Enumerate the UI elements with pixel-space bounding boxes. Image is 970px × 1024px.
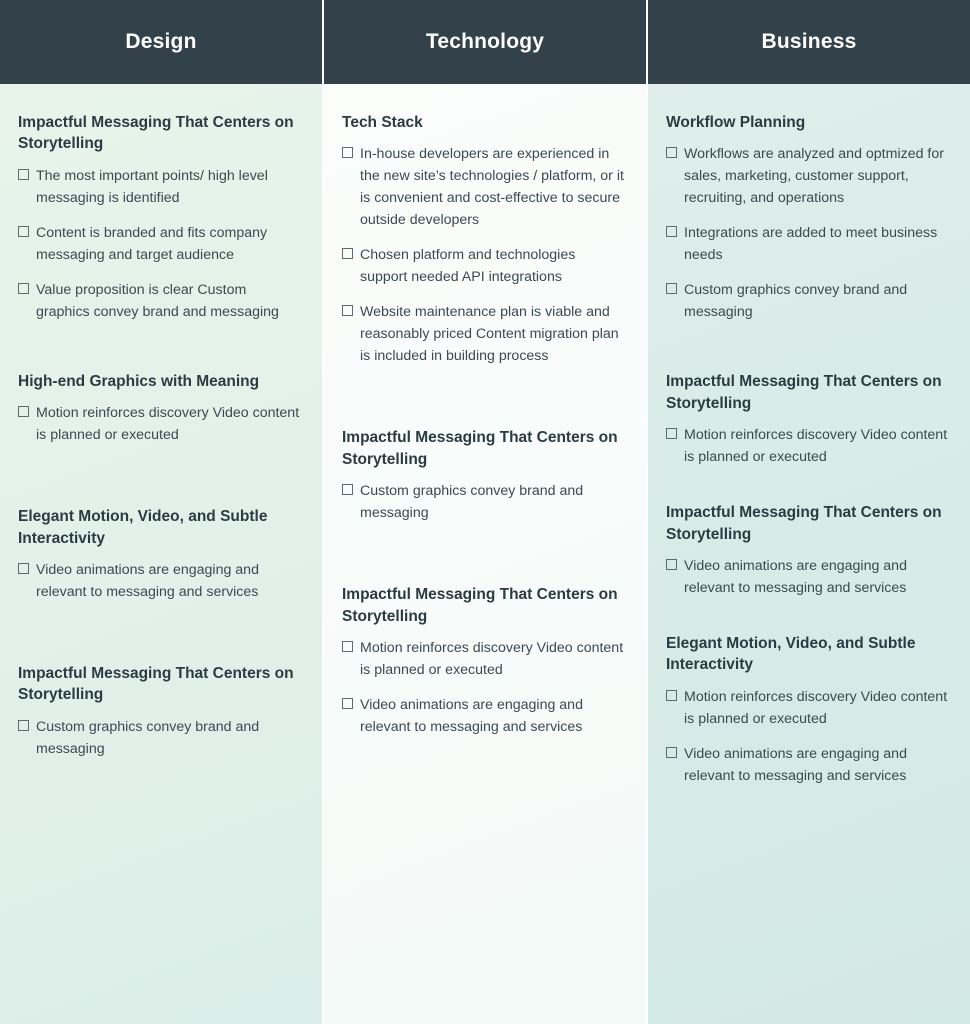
section-title: Impactful Messaging That Centers on Storytelling xyxy=(18,114,294,153)
header-cell-design xyxy=(0,0,322,84)
checkbox-icon[interactable] xyxy=(342,248,353,259)
column-business xyxy=(648,84,970,1024)
checkbox-icon[interactable] xyxy=(666,147,677,158)
section-design-1 xyxy=(18,371,302,446)
checklist-item[interactable] xyxy=(666,424,950,468)
checkbox-icon[interactable] xyxy=(666,747,677,758)
checklist-item-label: Motion reinforces discovery Video content is planned or executed xyxy=(36,405,300,444)
checklist-item[interactable] xyxy=(18,716,302,760)
checklist-item[interactable] xyxy=(18,402,302,446)
checklist-item[interactable] xyxy=(18,279,302,323)
section-technology-2 xyxy=(342,584,626,738)
header-label-technology: Technology xyxy=(425,30,545,53)
checklist-item-label: Motion reinforces discovery Video content is planned or executed xyxy=(360,639,624,678)
header-row xyxy=(0,0,970,84)
header-label-business: Business xyxy=(761,30,857,53)
checklist-item-label: Motion reinforces discovery Video content is planned or executed xyxy=(684,427,948,466)
section-business-3 xyxy=(666,633,950,787)
checkbox-icon[interactable] xyxy=(666,690,677,701)
checklist-item[interactable] xyxy=(342,637,626,681)
checklist-item[interactable] xyxy=(342,244,626,288)
checkbox-icon[interactable] xyxy=(342,698,353,709)
checklist-item[interactable] xyxy=(666,743,950,787)
section-business-1 xyxy=(666,371,950,468)
checklist-item[interactable] xyxy=(666,279,950,323)
checkbox-icon[interactable] xyxy=(342,305,353,316)
checklist-item-label: Video animations are engaging and relevant to messaging and services xyxy=(36,561,259,600)
checkbox-icon[interactable] xyxy=(666,226,677,237)
section-title: Impactful Messaging That Centers on Storytelling xyxy=(342,429,618,468)
checklist-item[interactable] xyxy=(342,480,626,524)
section-title: Impactful Messaging That Centers on Storytelling xyxy=(666,373,942,412)
section-title: Elegant Motion, Video, and Subtle Interactivity xyxy=(666,634,916,674)
checklist-item[interactable] xyxy=(666,143,950,209)
checklist-item[interactable] xyxy=(342,694,626,738)
checkbox-icon[interactable] xyxy=(342,147,353,158)
section-design-3 xyxy=(18,663,302,760)
checklist-item-label: Content is branded and fits company messaging and target audience xyxy=(36,224,268,263)
checklist-item[interactable] xyxy=(666,555,950,599)
checklist-item-label: Website maintenance plan is viable and reasonably priced Content migration plan is included in building process xyxy=(360,304,619,365)
checklist-item-label: Integrations are added to meet business needs xyxy=(684,225,938,264)
checklist-item-label: Value proposition is clear Custom graphics convey brand and messaging xyxy=(36,281,279,320)
section-title: Impactful Messaging That Centers on Storytelling xyxy=(18,664,294,704)
checklist-item[interactable] xyxy=(666,222,950,266)
checklist-item-label: The most important points/ high level messaging is identified xyxy=(36,167,268,206)
checkbox-icon[interactable] xyxy=(666,428,677,439)
checkbox-icon[interactable] xyxy=(666,559,677,570)
section-technology-1 xyxy=(342,427,626,524)
checklist-item-label: In-house developers are experienced in the new site’s technologies / platform, or it is convenient and cost-effective to secure outside developers xyxy=(360,146,624,229)
section-design-2 xyxy=(18,506,302,603)
checklist-item-label: Custom graphics convey brand and messaging xyxy=(360,483,584,522)
checklist-item-label: Motion reinforces discovery Video content is planned or executed xyxy=(684,688,948,727)
section-title: Tech Stack xyxy=(342,114,423,131)
checkbox-icon[interactable] xyxy=(18,720,29,731)
checklist-item[interactable] xyxy=(18,165,302,209)
checkbox-icon[interactable] xyxy=(18,406,29,417)
section-title: Workflow Planning xyxy=(666,114,806,131)
section-design-0 xyxy=(18,112,302,323)
checklist-item-label: Video animations are engaging and relevant to messaging and services xyxy=(684,557,907,596)
checkbox-icon[interactable] xyxy=(18,169,29,180)
section-title: Elegant Motion, Video, and Subtle Interactivity xyxy=(18,508,268,547)
checkbox-icon[interactable] xyxy=(666,283,677,294)
checklist-item-label: Custom graphics convey brand and messaging xyxy=(684,282,908,321)
section-title: Impactful Messaging That Centers on Storytelling xyxy=(342,586,618,625)
checklist-item-label: Custom graphics convey brand and messaging xyxy=(36,718,260,757)
checkbox-icon[interactable] xyxy=(342,641,353,652)
header-cell-business xyxy=(646,0,970,84)
header-cell-technology xyxy=(322,0,646,84)
columns-container xyxy=(0,84,970,1024)
checklist-item[interactable] xyxy=(666,686,950,730)
section-technology-0 xyxy=(342,112,626,367)
section-title: Impactful Messaging That Centers on Storytelling xyxy=(666,504,942,543)
checklist-item-label: Workflows are analyzed and optmized for sales, marketing, customer support, recruiting, and operations xyxy=(684,146,944,207)
checkbox-icon[interactable] xyxy=(18,563,29,574)
column-design xyxy=(0,84,322,1024)
checklist-item[interactable] xyxy=(342,143,626,231)
checklist-item[interactable] xyxy=(18,559,302,603)
checklist-item[interactable] xyxy=(342,301,626,367)
checkbox-icon[interactable] xyxy=(342,484,353,495)
checklist-item[interactable] xyxy=(18,222,302,266)
checklist-item-label: Video animations are engaging and relevant to messaging and services xyxy=(360,696,583,735)
checklist-item-label: Video animations are engaging and relevant to messaging and services xyxy=(684,745,907,784)
section-business-2 xyxy=(666,502,950,599)
section-title: High-end Graphics with Meaning xyxy=(18,372,260,390)
section-business-0 xyxy=(666,112,950,323)
checklist-item-label: Chosen platform and technologies support needed API integrations xyxy=(360,247,576,286)
checkbox-icon[interactable] xyxy=(18,226,29,237)
checkbox-icon[interactable] xyxy=(18,283,29,294)
header-label-design: Design xyxy=(125,30,197,53)
column-technology xyxy=(322,84,648,1024)
